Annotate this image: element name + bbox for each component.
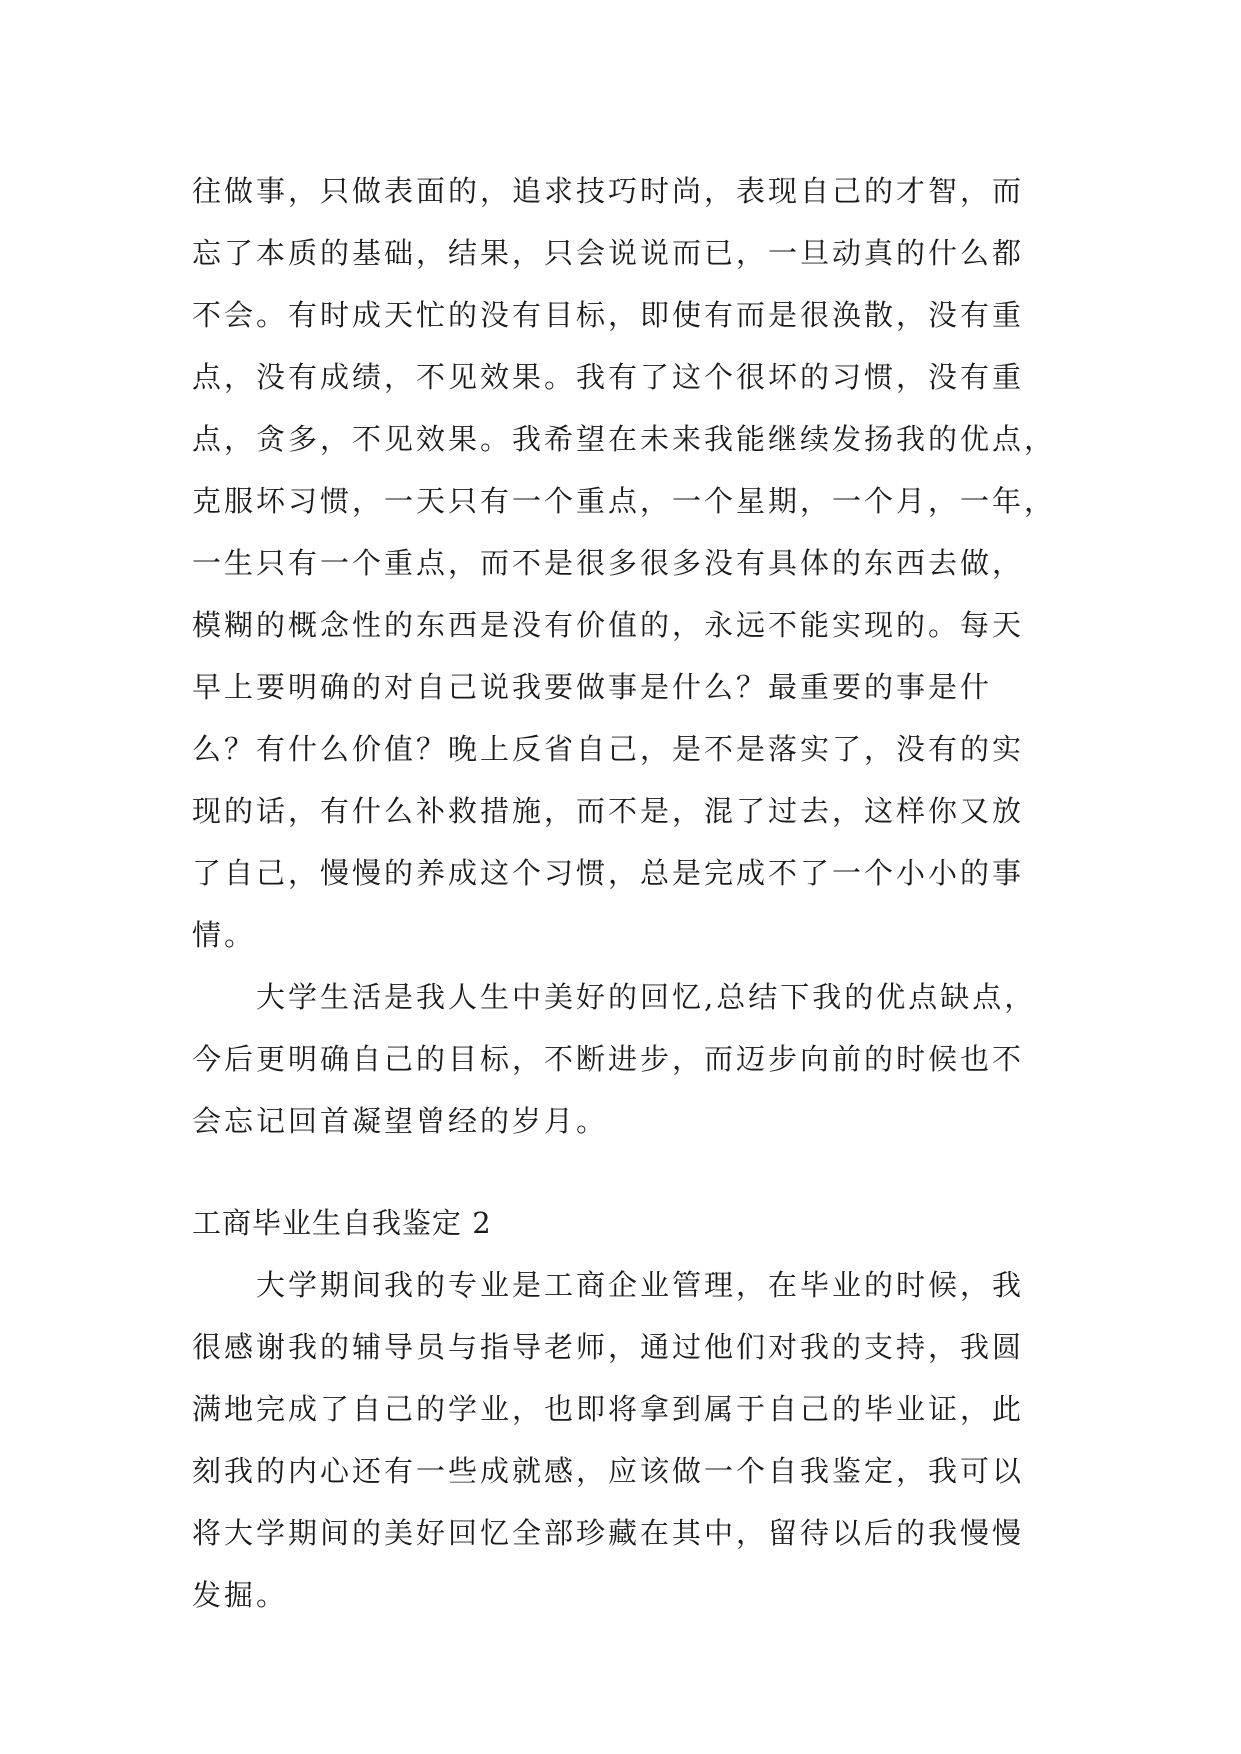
text-line: 刻我的内心还有一些成就感，应该做一个自我鉴定，我可以 xyxy=(192,1454,1025,1488)
text-line: 一生只有一个重点，而不是很多很多没有具体的东西去做， xyxy=(192,546,1025,580)
section-title: 工商毕业生自我鉴定 2 xyxy=(192,1206,492,1240)
text-line: 发掘。 xyxy=(192,1578,289,1612)
paragraph-section-2 xyxy=(192,1254,1072,1626)
text-line: 很感谢我的辅导员与指导老师，通过他们对我的支持，我圆 xyxy=(192,1330,1025,1364)
text-line: 忘了本质的基础，结果，只会说说而已，一旦动真的什么都 xyxy=(192,236,1025,270)
section-spacer xyxy=(192,1152,1072,1192)
text-line: 克服坏习惯，一天只有一个重点，一个星期，一个月，一年， xyxy=(192,484,1057,518)
text-line: 往做事，只做表面的，追求技巧时尚，表现自己的才智，而 xyxy=(192,174,1025,208)
text-line: 么？有什么价值？晚上反省自己，是不是落实了，没有的实 xyxy=(192,732,1025,766)
document-body xyxy=(192,160,1072,1626)
text-line: 早上要明确的对自己说我要做事是什么？最重要的事是什 xyxy=(192,670,993,704)
text-line: 现的话，有什么补救措施，而不是，混了过去，这样你又放 xyxy=(192,794,1025,828)
text-line: 点，贪多，不见效果。我希望在未来我能继续发扬我的优点， xyxy=(192,422,1057,456)
text-line: 会忘记回首凝望曾经的岁月。 xyxy=(192,1104,609,1138)
text-line: 了自己，慢慢的养成这个习惯，总是完成不了一个小小的事 xyxy=(192,856,1025,890)
text-line: 大学期间我的专业是工商企业管理，在毕业的时候，我 xyxy=(256,1268,1025,1302)
text-line: 将大学期间的美好回忆全部珍藏在其中，留待以后的我慢慢 xyxy=(192,1516,1025,1550)
text-line: 模糊的概念性的东西是没有价值的，永远不能实现的。每天 xyxy=(192,608,1025,642)
text-line: 不会。有时成天忙的没有目标，即使有而是很涣散，没有重 xyxy=(192,298,1025,332)
text-line: 大学生活是我人生中美好的回忆,总结下我的优点缺点， xyxy=(256,980,1037,1014)
text-line: 情。 xyxy=(192,918,257,952)
paragraph-continuation xyxy=(192,160,1072,966)
text-line: 点，没有成绩，不见效果。我有了这个很坏的习惯，没有重 xyxy=(192,360,1025,394)
text-line: 今后更明确自己的目标，不断进步，而迈步向前的时候也不 xyxy=(192,1042,1025,1076)
text-line: 满地完成了自己的学业，也即将拿到属于自己的毕业证，此 xyxy=(192,1392,1025,1426)
paragraph-summary xyxy=(192,966,1072,1152)
